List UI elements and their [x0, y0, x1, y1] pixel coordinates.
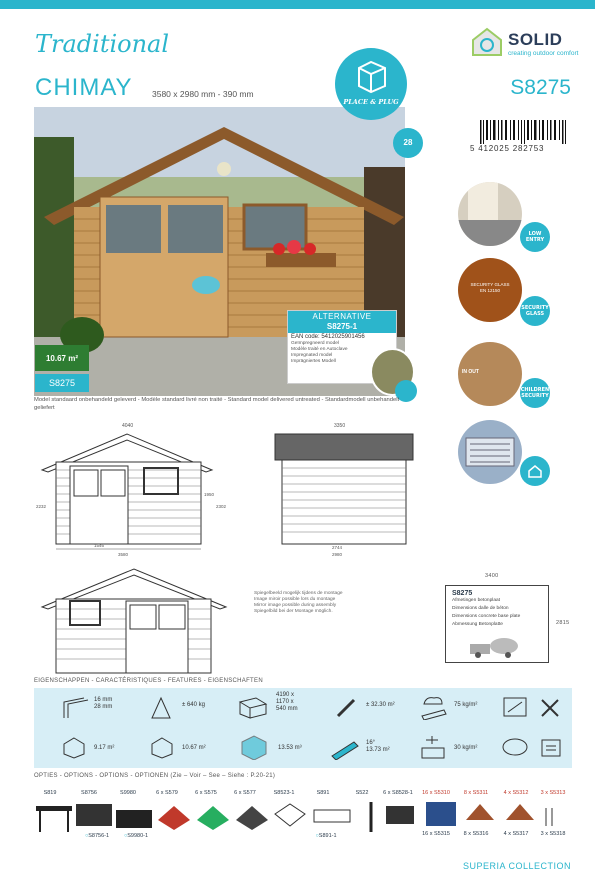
spec-snow: 75 kg/m² [454, 702, 478, 708]
option-sub: 16 x S5315 [422, 831, 450, 837]
option-code: S8523-1 [273, 790, 295, 796]
spec-weight: ± 640 kg [182, 702, 205, 708]
base-title: S8275 [452, 590, 473, 597]
mirror-line: Mirror image possible during assembly [254, 603, 337, 608]
alt-line: Geïmpregneerd model [291, 341, 339, 346]
dim-side-inner: 2744 [332, 545, 343, 550]
brand-name: SOLID [508, 30, 563, 49]
barcode-bars [470, 120, 576, 144]
option-sub: 4 x S5317 [503, 831, 529, 837]
shed-icon [527, 463, 543, 479]
option-sub-label: S9980-1 [127, 833, 149, 839]
mirror-elevation-drawing [34, 565, 244, 677]
top-bar [0, 0, 595, 9]
model-name: CHIMAY [35, 74, 133, 101]
option-s5312-image [506, 804, 534, 820]
dim-front-height-right: 2302 [216, 504, 227, 509]
option-sub [304, 833, 348, 839]
weight-icon [150, 696, 172, 720]
side-elevation-drawing [270, 418, 420, 558]
mirror-line: Image miroir possible lors du montage [254, 597, 336, 602]
option-s8523-image [275, 804, 305, 826]
model-code: S8275 [510, 76, 571, 99]
spec-wall: 16 mm 28 mm [94, 697, 113, 710]
mirror-line: Spiegelbild bei der Montage möglich. [254, 609, 333, 614]
children-security-badge: CHILDREN SECURITY [520, 378, 550, 408]
option-code: 6 x S575 [195, 790, 217, 796]
dim-front-mid: 1950 [204, 492, 215, 497]
spec-roof: 16° 13.73 m² [366, 740, 390, 753]
ventilation-photo [458, 420, 522, 484]
ventilation-badge [520, 456, 550, 486]
spec-wind: 30 kg/m² [454, 745, 478, 751]
alt-line: Impregnated model [291, 353, 333, 358]
circle-marker-icon: ○ [84, 833, 89, 839]
base-line: Dimensions concrete base plate [452, 614, 521, 619]
alt-line: Modèle traité en Autoclave [291, 347, 348, 352]
option-code: S522 [355, 790, 369, 796]
wind-load-icon [418, 734, 448, 760]
option-s575-image [197, 806, 229, 830]
option-s9980-image [116, 810, 152, 828]
brand-tagline: creating outdoor comfort [508, 50, 579, 57]
dim-front-inner: 3580 [118, 552, 129, 557]
option-code: 6 x S577 [234, 790, 256, 796]
roof-area-icon [330, 738, 360, 760]
wall-thickness-icon [62, 696, 92, 720]
option-code: S8756 [81, 790, 97, 796]
circle-marker-icon: ○ [123, 833, 128, 839]
low-entry-photo [458, 182, 522, 246]
option-s579-image [158, 806, 190, 830]
wall-thickness-value: 28 [403, 138, 413, 147]
option-code: 3 x S5313 [540, 790, 566, 796]
option-sub-label: S891-1 [318, 833, 337, 839]
option-s5313-image [546, 808, 552, 826]
dim-door: 1546 [94, 543, 105, 548]
option-sub-label: S8756-1 [88, 833, 110, 839]
option-sub: 3 x S5318 [540, 831, 566, 837]
option-s891-image [314, 810, 350, 822]
house-logo-icon [470, 26, 504, 58]
manual-icon [538, 734, 564, 760]
dim-front-width: 4040 [122, 423, 134, 429]
solid-logo [470, 26, 580, 66]
circle-marker-icon: ○ [315, 833, 319, 839]
option-sub: 8 x S5316 [463, 831, 489, 837]
low-entry-badge: LOW ENTRY [520, 222, 550, 252]
spec-floor2: 10.67 m² [182, 745, 206, 751]
option-code: S819 [43, 790, 57, 796]
paint-brush-icon [334, 696, 358, 720]
alt-line: Imprägniertes Modell [291, 359, 336, 364]
floor-area-icon [62, 736, 86, 760]
photo-code: S8275 [35, 374, 89, 392]
option-images [34, 800, 572, 834]
option-s8756-image [76, 804, 112, 826]
snow-load-icon [418, 694, 448, 720]
place-plug-label: PLACE & PLUG [343, 98, 399, 106]
front-elevation-drawing [34, 418, 244, 558]
place-plug-badge [335, 48, 407, 120]
base-line: Dimensions dalle de béton [452, 606, 509, 611]
children-security-photo [458, 342, 522, 406]
dim-side-total: 2980 [332, 552, 343, 557]
option-s5311-image [466, 804, 494, 820]
base-width: 3400 [485, 573, 499, 579]
roofing-roll-icon [500, 734, 530, 760]
security-glass-badge: SECURITY GLASS [520, 296, 550, 326]
package-icon [238, 696, 268, 720]
collection-footer: SUPERIA COLLECTION [462, 861, 571, 871]
options-label: OPTIES - OPTIONS - OPTIONS - OPTIONEN (Zie – Voir – See – Siehe : P.20-21) [34, 773, 276, 779]
option-sub [112, 833, 160, 839]
base-height: 2815 [556, 620, 570, 626]
wall-thickness-badge [393, 128, 423, 158]
option-s8528-image [386, 806, 414, 824]
option-s577-image [236, 806, 268, 830]
spec-package: 4190 x 1170 x 540 mm [276, 692, 298, 712]
in-out-text: IN OUT [462, 369, 479, 375]
option-s5310-image [426, 802, 456, 826]
option-s819-image [36, 806, 72, 832]
concrete-mixer-icon [468, 636, 528, 658]
assembly-icon [500, 694, 530, 720]
alternative-ean: EAN code: 5412025901456 [291, 334, 365, 340]
dim-front-height-left: 2232 [36, 504, 47, 509]
option-code: 6 x S8528-1 [383, 790, 413, 796]
vent-grille-icon [458, 420, 522, 484]
base-line: Afmetingen betonplaat [452, 598, 501, 603]
option-code: 6 x S579 [156, 790, 178, 796]
threshold-icon [458, 182, 522, 246]
spec-paint: ± 32.30 m² [366, 702, 395, 708]
tools-icon [538, 696, 562, 720]
dim-side-width: 3350 [334, 423, 346, 429]
option-code: 4 x S5312 [503, 790, 529, 796]
area-badge: 10.67 m² [35, 345, 89, 371]
volume-icon [238, 734, 268, 760]
alternative-label: ALTERNATIVE [288, 311, 396, 322]
mirror-note [254, 591, 343, 615]
mirror-line: Spiegelbeeld mogelijk tijdens de montage [254, 591, 343, 596]
spec-panel [34, 688, 572, 768]
features-label: EIGENSCHAPPEN - CARACTÉRISTIQUES - FEATURES - EIGENSCHAFTEN [34, 678, 263, 684]
floor-area-outer-icon [150, 736, 174, 760]
security-glass-photo [458, 258, 522, 322]
barcode-number: 5 412025 282753 [470, 144, 545, 153]
option-code: S9980 [120, 790, 136, 796]
box-icon [335, 52, 407, 100]
security-glass-photo-text: SECURITY GLASS EN 12150 [470, 282, 510, 293]
barcode [470, 120, 576, 153]
option-code: 16 x S5310 [422, 790, 450, 796]
untreated-note: Model standaard onbehandeld geleverd - Modèle standard livré non traité - Standard model delivered untreated - Standardmodell unbehandelt geliefert [34, 397, 400, 411]
spec-volume: 13.53 m³ [278, 745, 302, 751]
spec-floor: 9.17 m² [94, 745, 115, 751]
alternative-code: S8275-1 [288, 322, 396, 333]
concrete-base-box [445, 585, 549, 663]
serie-title: Traditional [35, 30, 170, 58]
base-line: Abmessung Betonplatte [452, 622, 503, 627]
model-dimensions: 3580 x 2980 mm - 390 mm [152, 89, 254, 99]
option-code: S891 [316, 790, 330, 796]
option-code: 8 x S5311 [463, 790, 489, 796]
